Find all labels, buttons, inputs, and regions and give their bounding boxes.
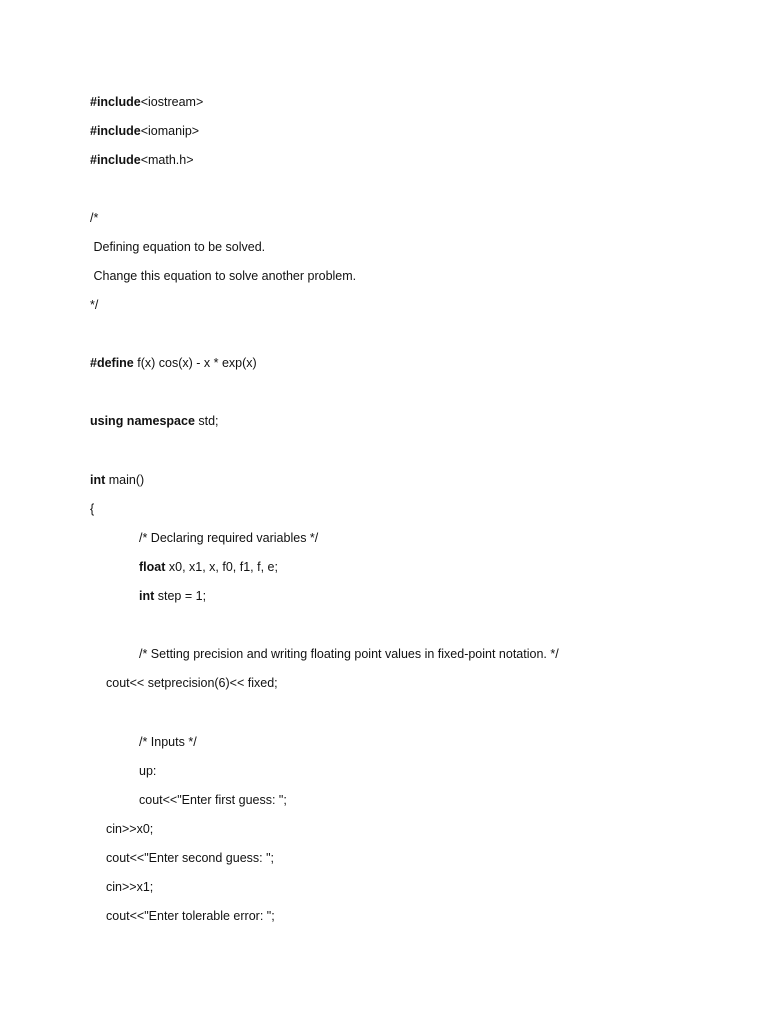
code-text: <math.h> — [140, 153, 194, 167]
code-text: cout<<"Enter first guess: "; — [139, 793, 287, 807]
code-text: x0, x1, x, f0, f1, f, e; — [165, 560, 278, 574]
code-line-comment-precision — [139, 646, 559, 662]
code-text: /* Setting precision and writing floating point values in fixed-point notation. */ — [139, 647, 559, 661]
code-keyword: #include — [90, 95, 141, 109]
code-line-cout-tolerable-error — [106, 908, 275, 924]
code-line-define — [90, 355, 257, 371]
code-text: Change this equation to solve another problem. — [90, 269, 357, 283]
code-line-include-math — [90, 152, 194, 168]
code-line-comment-close — [90, 297, 98, 313]
code-text: up: — [139, 764, 157, 778]
code-line-include-iomanip — [90, 123, 199, 139]
code-text: <iostream> — [140, 95, 204, 109]
code-text: f(x) cos(x) - x * exp(x) — [133, 356, 257, 370]
code-line-open-brace — [90, 501, 94, 517]
code-keyword: #include — [90, 124, 141, 138]
code-keyword: int — [90, 473, 106, 487]
code-keyword: int — [139, 589, 155, 603]
code-text: cout<<"Enter tolerable error: "; — [106, 909, 275, 923]
code-text: Defining equation to be solved. — [90, 240, 266, 254]
code-text: /* — [90, 211, 99, 225]
code-line-comment-variables — [139, 530, 318, 546]
code-line-comment-open — [90, 210, 98, 226]
code-text: cin>>x0; — [106, 822, 154, 836]
code-text: <iomanip> — [140, 124, 200, 138]
code-line-include-iostream — [90, 94, 203, 110]
code-line-comment-inputs — [139, 734, 197, 750]
code-text: /* Inputs */ — [139, 735, 197, 749]
code-line-float-decl — [139, 559, 278, 575]
code-line-comment-1 — [90, 239, 265, 255]
code-text: { — [90, 502, 95, 516]
code-line-main — [90, 472, 144, 488]
code-text: */ — [90, 298, 99, 312]
code-line-int-step — [139, 588, 206, 604]
code-keyword: float — [139, 560, 166, 574]
code-line-cout-first-guess — [139, 792, 287, 808]
code-text: step = 1; — [154, 589, 207, 603]
code-keyword: using namespace — [90, 414, 195, 428]
code-text: main() — [105, 473, 145, 487]
code-text: /* Declaring required variables */ — [139, 531, 319, 545]
code-line-comment-2 — [90, 268, 356, 284]
code-line-cout-precision — [106, 675, 278, 691]
code-line-label-up — [139, 763, 156, 779]
code-text: std; — [194, 414, 219, 428]
code-text: cin>>x1; — [106, 880, 154, 894]
code-line-cin-x1 — [106, 879, 153, 895]
code-text: cout<<"Enter second guess: "; — [106, 851, 275, 865]
code-line-using-namespace — [90, 413, 219, 429]
code-text: cout<< setprecision(6)<< fixed; — [106, 676, 278, 690]
code-line-cin-x0 — [106, 821, 153, 837]
code-keyword: #define — [90, 356, 134, 370]
code-line-cout-second-guess — [106, 850, 274, 866]
code-keyword: #include — [90, 153, 141, 167]
